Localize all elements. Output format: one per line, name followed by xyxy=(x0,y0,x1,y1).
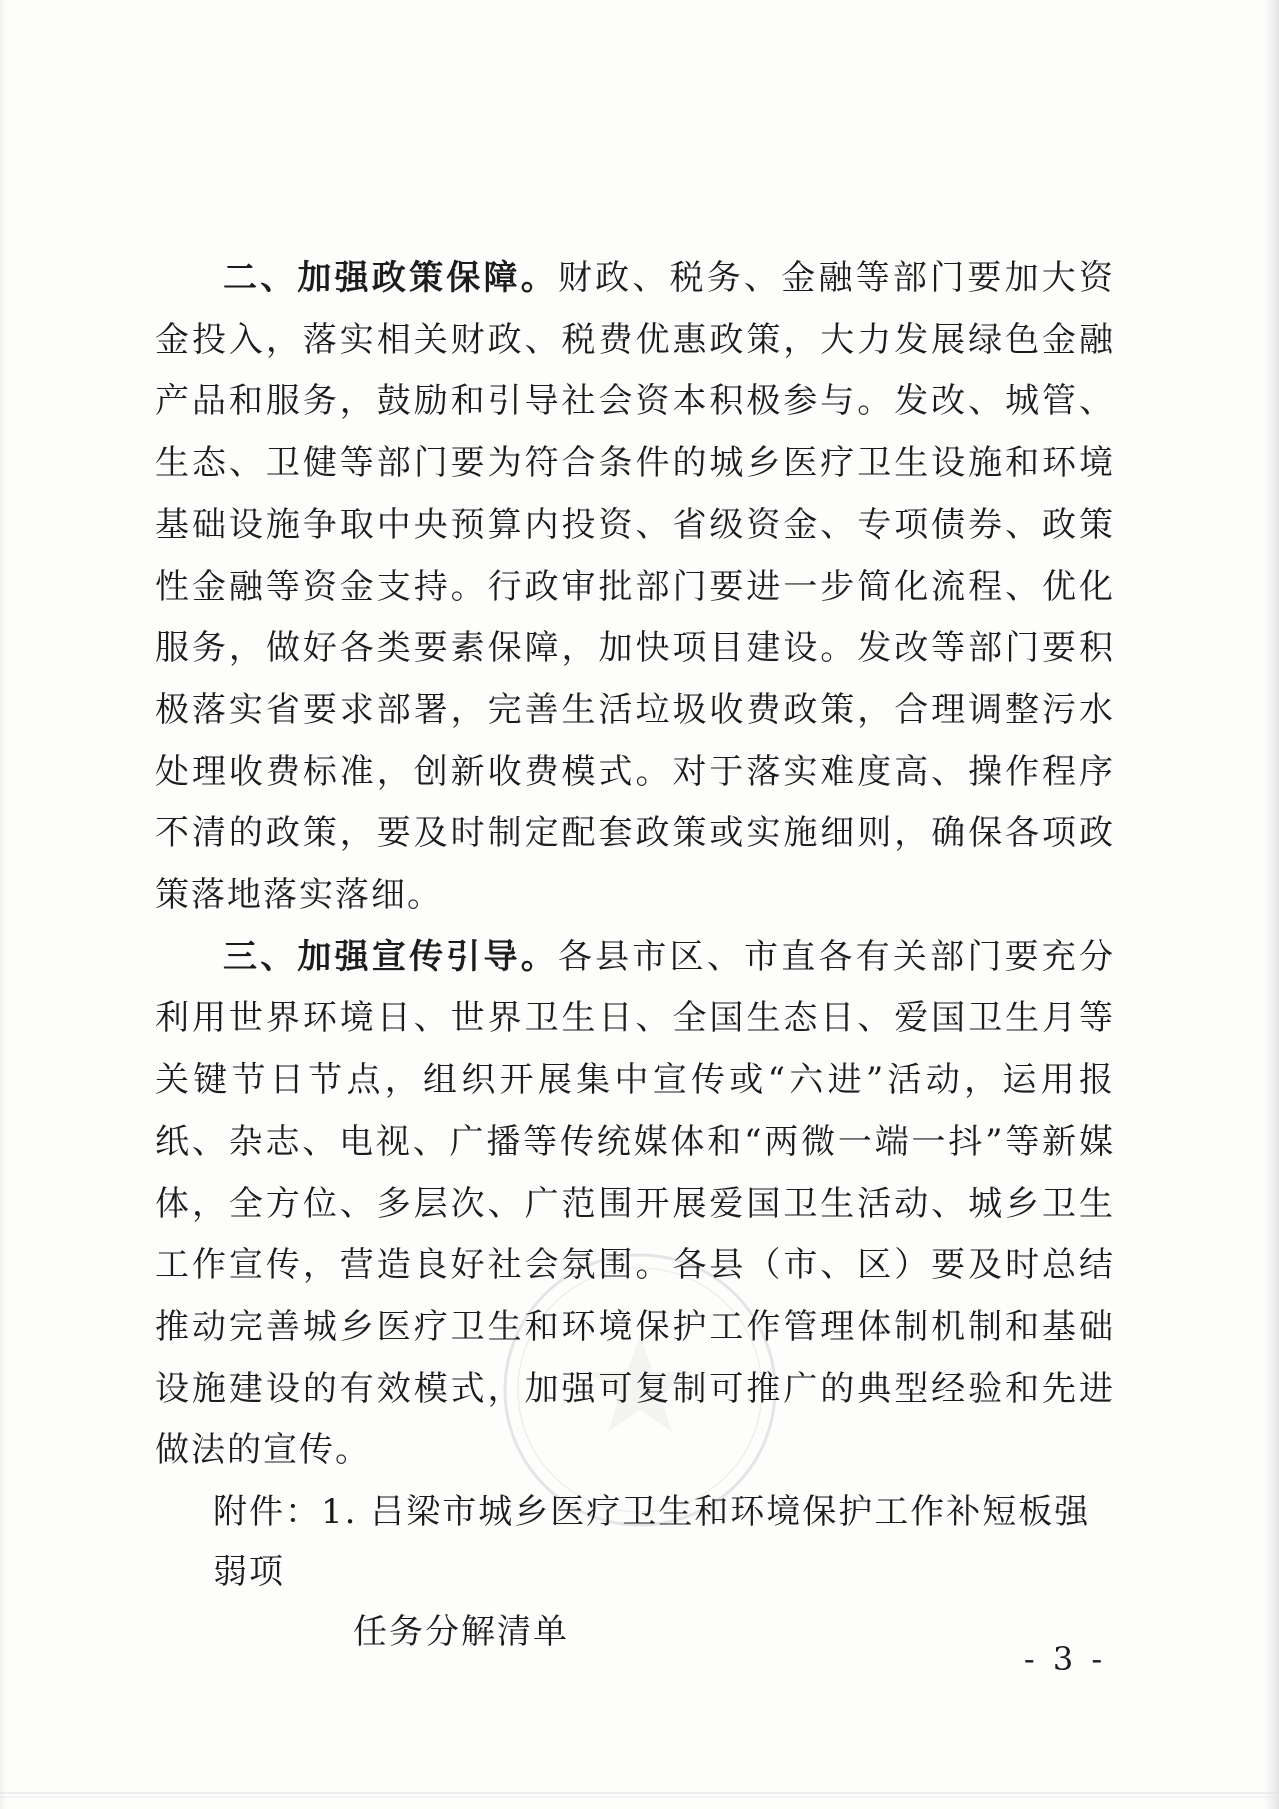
scan-right-edge xyxy=(1263,0,1279,1809)
attachment-item-1: 附件：1. 吕梁市城乡医疗卫生和环境保护工作补短板强弱项 xyxy=(213,1492,1091,1592)
section-2-heading: 二、加强政策保障。 xyxy=(223,258,558,298)
attachment-item-1-continued: 任务分解清单 xyxy=(353,1612,569,1652)
scan-artifact-lines xyxy=(0,1790,1279,1800)
section-3-text: 各县市区、市直各有关部门要充分利用世界环境日、世界卫生日、全国生态日、爱国卫生月等关键节日节点，组织开展集中宣传或“六进”活动，运用报纸、杂志、电视、广播等传统媒体和“两微一端一抖”等新媒体，全方位、多层次、广范围开展爱国卫生活动、城乡卫生工作宣传，营造良好社会氛围。各县（市、区）要及时总结推动完善城乡医疗卫生和环境保护工作管理体制机制和基础设施建设的有效模式，加强可复制可推广的典型经验和先进做法的宣传。 xyxy=(155,936,1116,1471)
section-3-paragraph xyxy=(155,927,1115,1482)
body-text xyxy=(155,248,1115,1482)
attachment-list xyxy=(213,1482,1113,1662)
section-3-heading: 三、加强宣传引导。 xyxy=(223,936,558,977)
section-2-paragraph xyxy=(155,248,1115,927)
scan-left-edge xyxy=(0,0,6,1809)
section-2-text: 财政、税务、金融等部门要加大资金投入，落实相关财政、税费优惠政策，大力发展绿色金融产品和服务，鼓励和引导社会资本积极参与。发改、城管、生态、卫健等部门要为符合条件的城乡医疗卫生设施和环境基础设施争取中央预算内投资、省级资金、专项债券、政策性金融等资金支持。行政审批部门要进一步简化流程、优化服务，做好各类要素保障，加快项目建设。发改等部门要积极落实省要求部署，完善生活垃圾收费政策，合理调整污水处理收费标准，创新收费模式。对于落实难度高、操作程序不清的政策，要及时制定配套政策或实施细则，确保各项政策落地落实落细。 xyxy=(155,258,1116,916)
page-number: - 3 - xyxy=(1023,1640,1107,1678)
